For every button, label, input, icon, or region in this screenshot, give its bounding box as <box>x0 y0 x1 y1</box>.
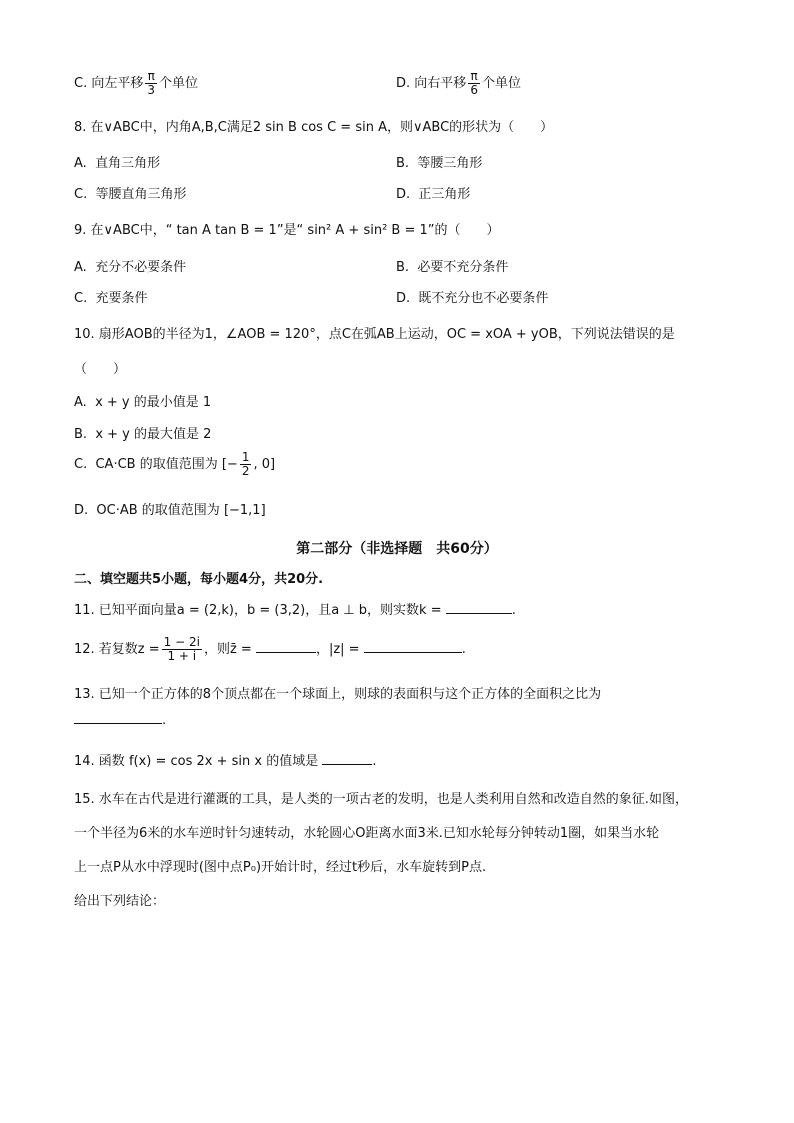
q9-option-d <box>396 287 548 306</box>
option-label: C. <box>74 76 88 91</box>
option-text: 必要不充分条件 <box>417 260 509 275</box>
q14-text: 14. 函数 f(x) = cos 2x + sin x 的值域是 <box>74 754 319 769</box>
q14 <box>74 750 734 769</box>
option-label: C. <box>74 291 88 306</box>
period: . <box>461 642 466 657</box>
option-text: 向左平移 <box>91 76 144 91</box>
q10-paren: （ ） <box>74 362 127 377</box>
option-text: 充分不必要条件 <box>95 260 187 275</box>
numerator: π <box>468 70 480 84</box>
option-text: 正三角形 <box>418 187 471 202</box>
denominator: 1 + i <box>167 649 197 663</box>
option-text: 个单位 <box>481 76 521 91</box>
q15-line-1: 15. 水车在古代是进行灌溉的工具，是人类的一项古老的发明，也是人类利用自然和改造自然的象征.如图， <box>74 792 688 807</box>
option-text: 直角三角形 <box>95 156 161 171</box>
section-title: 二、填空题共5小题，每小题4分，共20分. <box>74 572 324 587</box>
fraction <box>240 451 252 478</box>
answer-blank[interactable] <box>74 711 162 724</box>
q8-option-b <box>396 152 482 171</box>
option-text: , 0] <box>253 457 276 472</box>
q15-line-2: 一个半径为6米的水车逆时针匀速转动，水轮圆心O距离水面3米.已知水轮每分钟转动1圈，如果当水轮 <box>74 826 660 841</box>
denominator: 2 <box>241 464 250 478</box>
q15-line-4: 给出下列结论： <box>74 894 166 909</box>
q15-line-3: 上一点P从水中浮现时(图中点P₀)开始计时，经过t秒后，水车旋转到P点. <box>74 860 487 875</box>
q9-stem: 9. 在∨ABC中，“ tan A tan B = 1”是“ sin² A + sin² B = 1”的（ ） <box>74 223 500 238</box>
answer-blank[interactable] <box>322 752 372 765</box>
option-label: A. <box>74 260 87 275</box>
option-label: D. <box>74 503 89 518</box>
q7-option-d <box>396 70 521 97</box>
option-label: B. <box>396 260 410 275</box>
period: . <box>372 754 377 769</box>
period: . <box>162 713 167 728</box>
option-label: A. <box>74 395 87 410</box>
option-text: 向右平移 <box>414 76 467 91</box>
option-text: CA·CB 的取值范围为 [− <box>95 457 238 472</box>
option-label: B. <box>74 427 88 442</box>
denominator: 3 <box>147 83 156 97</box>
q10-stem: 10. 扇形AOB的半径为1，∠AOB = 120°，点C在弧AB上运动，OC = xOA + yOB，下列说法错误的是 <box>74 327 675 342</box>
q12-text: ，则z̄ = <box>203 642 252 657</box>
option-label: B. <box>396 156 410 171</box>
period: . <box>511 603 516 618</box>
q11 <box>74 599 734 618</box>
q13-answer-line <box>74 711 734 728</box>
q11-text: 11. 已知平面向量a = (2,k)，b = (3,2)，且a ⊥ b，则实数k = <box>74 603 442 618</box>
option-label: D. <box>396 187 411 202</box>
part-title: 第二部分（非选择题 共60分） <box>296 541 498 557</box>
option-text: 既不充分也不必要条件 <box>418 291 549 306</box>
fraction <box>145 70 157 97</box>
option-label: C. <box>74 187 88 202</box>
q12 <box>74 636 734 663</box>
numerator: 1 − 2i <box>163 635 200 649</box>
option-text: 充要条件 <box>95 291 148 306</box>
q9-option-b <box>396 256 508 275</box>
option-label: D. <box>396 76 411 91</box>
q8-option-d <box>396 183 470 202</box>
denominator: 6 <box>470 83 478 97</box>
answer-blank[interactable] <box>256 640 316 653</box>
q12-text: 12. 若复数z = <box>74 642 160 657</box>
answer-blank[interactable] <box>446 601 512 614</box>
q12-text: ，|z| = <box>315 642 360 657</box>
numerator: π <box>145 70 157 84</box>
option-text: OC·AB 的取值范围为 [−1,1] <box>96 503 266 518</box>
q8-stem: 8. 在∨ABC中，内角A,B,C满足2 sin B cos C = sin A，则∨ABC的形状为（ ） <box>74 120 554 135</box>
option-label: D. <box>396 291 411 306</box>
q10-option-d <box>74 499 734 518</box>
option-text: x + y 的最小值是 1 <box>95 395 212 410</box>
fraction <box>468 70 480 97</box>
q10-option-a <box>74 391 734 410</box>
q10-option-b <box>74 423 734 442</box>
q10-option-c <box>74 451 734 478</box>
option-text: 个单位 <box>159 76 199 91</box>
numerator: 1 <box>241 450 250 464</box>
q13-text: 13. 已知一个正方体的8个顶点都在一个球面上，则球的表面积与这个正方体的全面积之比为 <box>74 687 602 702</box>
option-text: x + y 的最大值是 2 <box>95 427 212 442</box>
fraction <box>162 636 202 663</box>
option-label: C. <box>74 457 88 472</box>
option-label: A. <box>74 156 87 171</box>
answer-blank[interactable] <box>364 640 462 653</box>
option-text: 等腰直角三角形 <box>95 187 187 202</box>
option-text: 等腰三角形 <box>417 156 483 171</box>
